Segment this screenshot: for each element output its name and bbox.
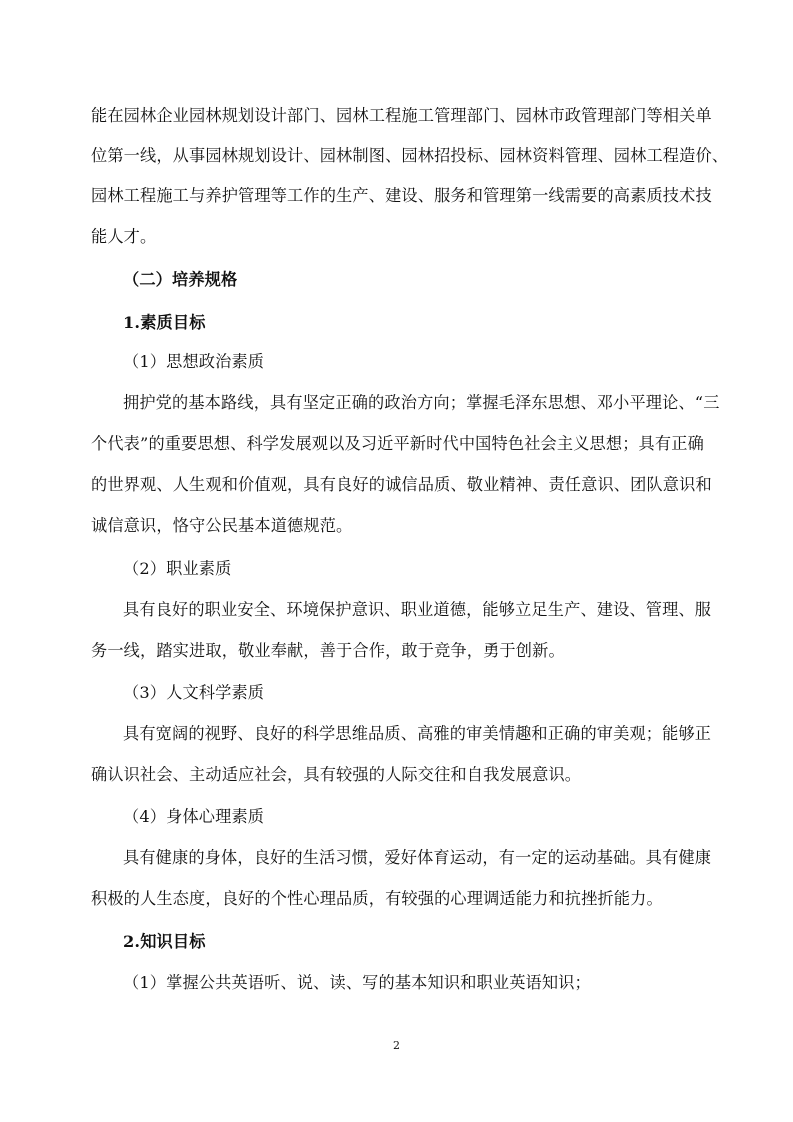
paragraph-line: 确认识社会、主动适应社会，具有较强的人际交往和自我发展意识。 — [91, 765, 582, 784]
paragraph-line: 的世界观、人生观和价值观，具有良好的诚信品质、敬业精神、责任意识、团队意识和 — [91, 475, 712, 494]
paragraph-line: 具有健康的身体，良好的生活习惯，爱好体育运动，有一定的运动基础。具有健康 — [123, 848, 712, 867]
item-heading: （4）身体心理素质 — [123, 807, 265, 826]
paragraph-line: 具有良好的职业安全、环境保护意识、职业道德，能够立足生产、建设、管理、服 — [123, 600, 712, 619]
item-heading: （1）思想政治素质 — [123, 352, 265, 371]
paragraph-line: 位第一线，从事园林规划设计、园林制图、园林招投标、园林资料管理、园林工程造价、 — [91, 146, 729, 165]
paragraph-line: 个代表”的重要思想、科学发展观以及习近平新时代中国特色社会主义思想；具有正确 — [91, 434, 704, 453]
paragraph-line: 园林工程施工与养护管理等工作的生产、建设、服务和管理第一线需要的高素质技术技 — [91, 186, 712, 205]
item-heading: （1）掌握公共英语听、说、读、写的基本知识和职业英语知识； — [123, 973, 591, 992]
paragraph-line: 能人才。 — [91, 227, 157, 246]
paragraph-line: 积极的人生态度，良好的个性心理品质，有较强的心理调适能力和抗挫折能力。 — [91, 889, 663, 908]
item-heading: （2）职业素质 — [123, 559, 232, 578]
paragraph-line: 诚信意识，恪守公民基本道德规范。 — [91, 516, 353, 535]
paragraph-line: 具有宽阔的视野、良好的科学思维品质、高雅的审美情趣和正确的审美观；能够正 — [123, 724, 712, 743]
paragraph-line: 能在园林企业园林规划设计部门、园林工程施工管理部门、园林市政管理部门等相关单 — [91, 106, 712, 125]
subsection-heading: 2.知识目标 — [123, 932, 206, 951]
page-number: 2 — [393, 1039, 400, 1052]
subsection-heading: 1.素质目标 — [123, 313, 206, 332]
paragraph-line: 务一线，踏实进取，敬业奉献，善于合作，敢于竞争，勇于创新。 — [91, 641, 565, 660]
item-heading: （3）人文科学素质 — [123, 683, 265, 702]
paragraph-line: 拥护党的基本路线，具有坚定正确的政治方向；掌握毛泽东思想、邓小平理论、“三 — [123, 393, 720, 412]
section-heading: （二）培养规格 — [123, 270, 238, 289]
